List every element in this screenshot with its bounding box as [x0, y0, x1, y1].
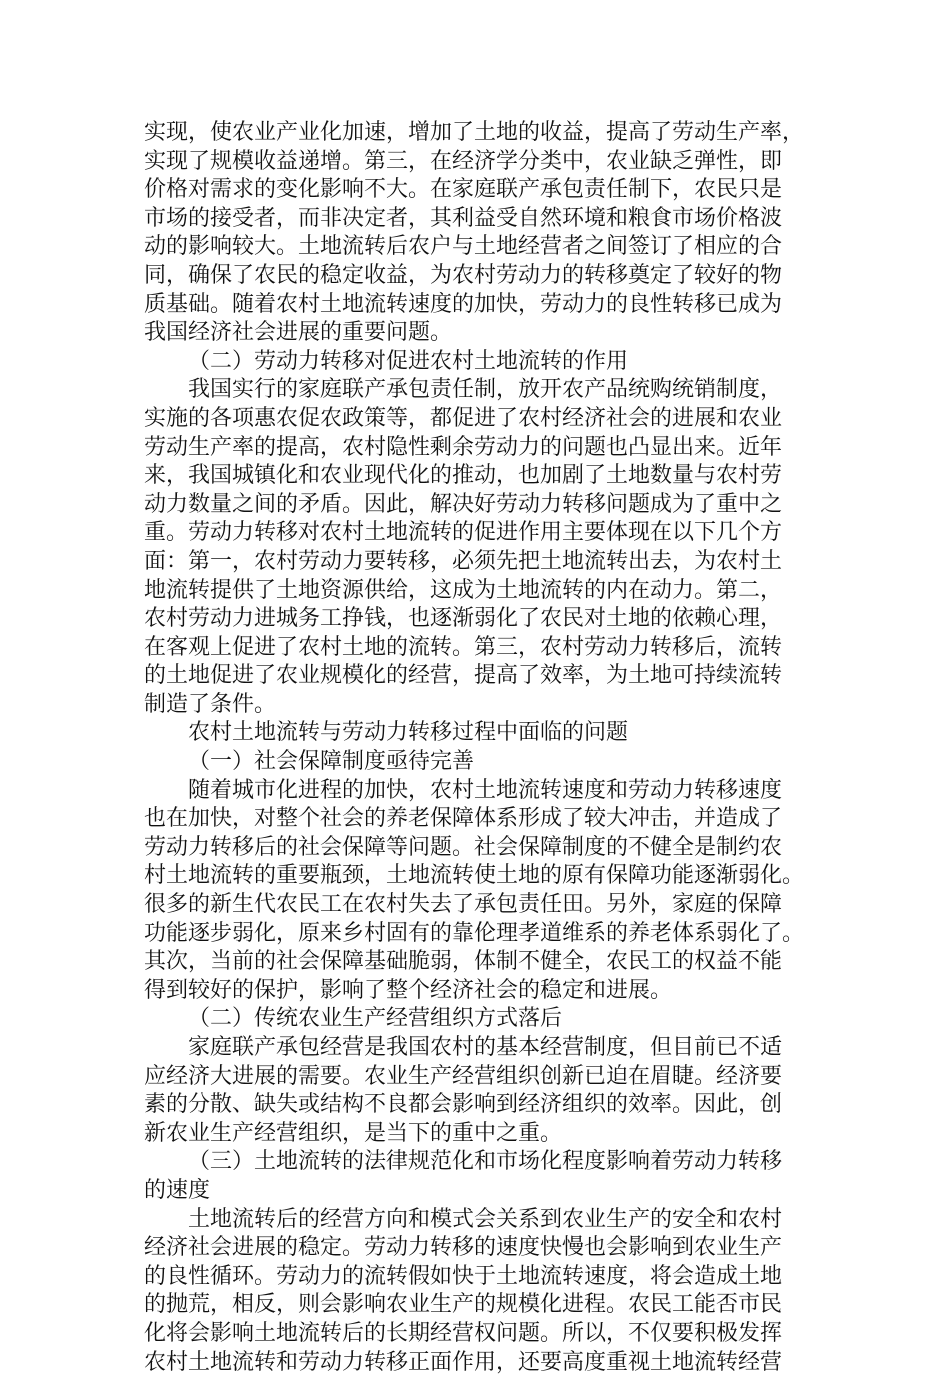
- paragraph-start-line: （二）传统农业生产经营组织方式落后: [188, 1006, 563, 1032]
- text-line: 面：第一，农村劳动力要转移，必须先把土地流转出去，为农村土: [144, 548, 783, 574]
- text-line: 来，我国城镇化和农业现代化的推动，也加剧了土地数量与农村劳: [144, 463, 783, 489]
- text-line: 村土地流转的重要瓶颈，土地流转使土地的原有保障功能逐渐弱化。: [144, 863, 805, 889]
- text-line: 很多的新生代农民工在农村失去了承包责任田。另外，家庭的保障: [144, 892, 783, 918]
- paragraph-start-line: （二）劳动力转移对促进农村土地流转的作用: [188, 348, 629, 374]
- text-line: 素的分散、缺失或结构不良都会影响到经济组织的效率。因此，创: [144, 1092, 783, 1118]
- paragraph-start-line: 随着城市化进程的加快，农村土地流转速度和劳动力转移速度: [188, 777, 783, 803]
- text-line: 的良性循环。劳动力的流转假如快于土地流转速度，将会造成土地: [144, 1263, 783, 1289]
- text-line: 市场的接受者，而非决定者，其利益受自然环境和粮食市场价格波: [144, 205, 783, 231]
- text-line: 动的影响较大。土地流转后农户与土地经营者之间签订了相应的合: [144, 234, 783, 260]
- text-line: 实现了规模收益递增。第三，在经济学分类中，农业缺乏弹性，即: [144, 148, 783, 174]
- paragraph-start-line: （一）社会保障制度亟待完善: [188, 749, 475, 775]
- text-line: 化将会影响土地流转后的长期经营权问题。所以，不仅要积极发挥: [144, 1320, 783, 1346]
- text-line: 劳动生产率的提高，农村隐性剩余劳动力的问题也凸显出来。近年: [144, 434, 783, 460]
- text-line: 的土地促进了农业规模化的经营，提高了效率，为土地可持续流转: [144, 663, 783, 689]
- text-line: 经济社会进展的稳定。劳动力转移的速度快慢也会影响到农业生产: [144, 1235, 783, 1261]
- text-line: 新农业生产经营组织，是当下的重中之重。: [144, 1120, 563, 1146]
- text-line: 功能逐步弱化，原来乡村固有的靠伦理孝道维系的养老体系弱化了。: [144, 920, 805, 946]
- text-line: 应经济大进展的需要。农业生产经营组织创新已迫在眉睫。经济要: [144, 1063, 783, 1089]
- text-line: 实施的各项惠农促农政策等，都促进了农村经济社会的进展和农业: [144, 405, 783, 431]
- text-line: 地流转提供了土地资源供给，这成为土地流转的内在动力。第二，: [144, 577, 783, 603]
- paragraph-start-line: （三）土地流转的法律规范化和市场化程度影响着劳动力转移: [188, 1149, 783, 1175]
- text-line: 动力数量之间的矛盾。因此，解决好劳动力转移问题成为了重中之: [144, 491, 783, 517]
- paragraph-start-line: 家庭联产承包经营是我国农村的基本经营制度，但目前已不适: [188, 1035, 783, 1060]
- text-line: 我国经济社会进展的重要问题。: [144, 320, 453, 346]
- text-line: 制造了条件。: [144, 691, 277, 717]
- text-line: 劳动力转移后的社会保障等问题。社会保障制度的不健全是制约农: [144, 834, 783, 860]
- text-line: 价格对需求的变化影响不大。在家庭联产承包责任制下，农民只是: [144, 177, 783, 203]
- text-line: 在客观上促进了农村土地的流转。第三，农村劳动力转移后，流转: [144, 634, 783, 660]
- text-line: 的速度: [144, 1177, 211, 1203]
- text-line: 重。劳动力转移对农村土地流转的促进作用主要体现在以下几个方: [144, 520, 783, 546]
- paragraph-start-line: 我国实行的家庭联产承包责任制，放开农产品统购统销制度，: [188, 377, 783, 403]
- text-line: 其次，当前的社会保障基础脆弱，体制不健全，农民工的权益不能: [144, 949, 783, 975]
- text-line: 质基础。随着农村土地流转速度的加快，劳动力的良性转移已成为: [144, 291, 783, 317]
- text-line: 实现，使农业产业化加速，增加了土地的收益，提高了劳动生产率，: [144, 120, 805, 145]
- text-line: 农村劳动力进城务工挣钱，也逐渐弱化了农民对土地的依赖心理，: [144, 606, 783, 632]
- text-line: 得到较好的保护，影响了整个经济社会的稳定和进展。: [144, 977, 673, 1003]
- text-line: 农村土地流转和劳动力转移正面作用，还要高度重视土地流转经营: [144, 1349, 783, 1375]
- text-line: 也在加快，对整个社会的养老保障体系形成了较大冲击，并造成了: [144, 806, 783, 832]
- document-page: [144, 119, 808, 1377]
- text-line: 的抛荒，相反，则会影响农业生产的规模化进程。农民工能否市民: [144, 1292, 783, 1318]
- text-line: 同，确保了农民的稳定收益，为农村劳动力的转移奠定了较好的物: [144, 262, 783, 288]
- paragraph-start-line: 农村土地流转与劳动力转移过程中面临的问题: [188, 720, 629, 746]
- paragraph-start-line: 土地流转后的经营方向和模式会关系到农业生产的安全和农村: [188, 1206, 783, 1232]
